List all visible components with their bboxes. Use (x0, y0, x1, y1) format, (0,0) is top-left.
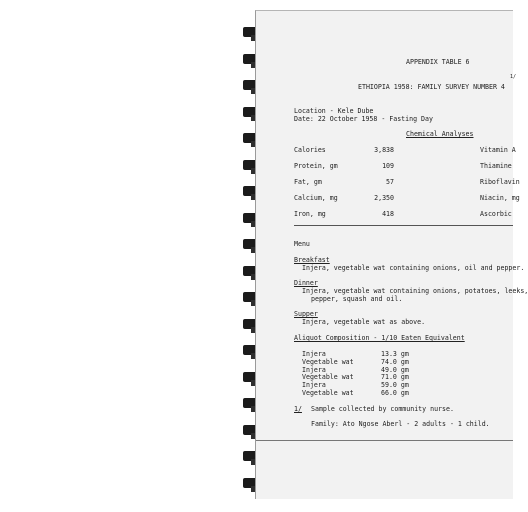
aliquot-amount: 49.0 gm (381, 365, 409, 374)
chemical-analyses-heading: Chemical Analyses (406, 130, 474, 138)
note-marker: 1/ (294, 405, 302, 413)
aliquot-amount: 71.0 gm (381, 373, 409, 382)
aliquot-item: Vegetable wat (302, 389, 354, 397)
aliquot-amount: 66.0 gm (381, 389, 409, 397)
vitamin-label: Vitamin A (480, 146, 516, 154)
aliquot-item: Injera (302, 365, 326, 374)
supper-heading: Supper (294, 310, 318, 318)
appendix-title: APPENDIX TABLE 6 (406, 58, 470, 66)
menu-heading: Menu (294, 240, 310, 248)
vitamin-label: Niacin, mg (480, 194, 520, 202)
nutrient-value: 57 (386, 178, 394, 186)
vitamin-label: Ascorbic (480, 210, 512, 218)
aliquot-item: Vegetable wat (302, 373, 354, 382)
vitamin-label: Riboflavin (480, 178, 520, 186)
aliquot-item: Injera (302, 350, 326, 358)
aliquot-item: Vegetable wat (302, 357, 354, 366)
survey-subtitle: ETHIOPIA 1958: FAMILY SURVEY NUMBER 4 (358, 83, 505, 91)
location-line: Location - Kele Dube (294, 107, 374, 115)
nutrient-value: 2,350 (374, 194, 394, 202)
date-line: Date: 22 October 1958 - Fasting Day (294, 115, 433, 123)
nutrient-label: Fat, gm (294, 178, 322, 186)
dinner-text-line2: pepper, squash and oil. (311, 295, 403, 303)
nutrient-value: 109 (382, 162, 394, 170)
document-page (255, 10, 528, 499)
aliquot-amount: 59.0 gm (381, 381, 409, 390)
aliquot-item: Injera (302, 381, 326, 390)
nutrient-value: 418 (382, 210, 394, 218)
breakfast-text: Injera, vegetable wat containing onions, oil and pepper. (302, 264, 525, 272)
aliquot-amount: 13.3 gm (381, 350, 409, 358)
nutrient-label: Calcium, mg (294, 194, 338, 202)
breakfast-heading: Breakfast (294, 256, 330, 264)
footnote-marker: 1/ (510, 74, 517, 80)
supper-text: Injera, vegetable wat as above. (302, 318, 426, 326)
dinner-heading: Dinner (294, 279, 318, 287)
dinner-text-line1: Injera, vegetable wat containing onions, potatoes, leeks, (302, 287, 528, 295)
note-text: Sample collected by community nurse. (311, 405, 454, 413)
divider-rule (294, 225, 513, 226)
aliquot-amount: 74.0 gm (381, 357, 409, 366)
nutrient-value: 3,838 (374, 146, 394, 154)
nutrient-label: Iron, mg (294, 210, 326, 218)
family-line: Family: Ato Ngose Aberl - 2 adults - 1 child. (311, 420, 490, 428)
aliquot-heading: Aliquot Composition - 1/10 Eaten Equivalent (294, 334, 465, 342)
vitamin-label: Thiamine (480, 162, 512, 170)
nutrient-label: Protein, gm (294, 162, 338, 170)
nutrient-label: Calories (294, 146, 326, 154)
